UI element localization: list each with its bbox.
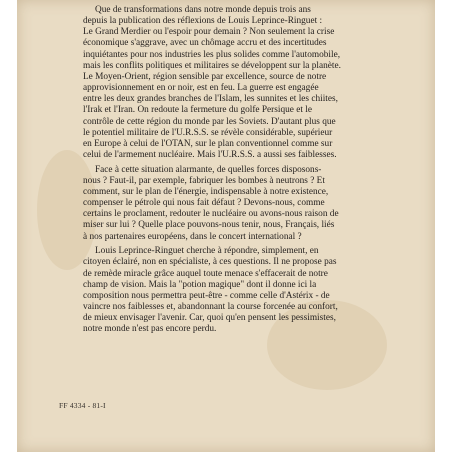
text-line: en Europe à celui de l'OTAN, sur le plan conventionnel comme sur [83, 138, 333, 149]
text-line: Que de transformations dans notre monde depuis trois ans [95, 5, 311, 15]
text-line: miser sur lui ? Quelle place pouvons-nous tenir, nous, Français, liés [83, 220, 335, 231]
text-line: citoyen éclairé, non en spécialiste, à ces questions. Il ne propose pas [83, 257, 337, 268]
catalog-number: FF 4334 - 81-I [59, 401, 106, 410]
text-line: le potentiel militaire de l'U.R.S.S. se révèle considérable, supérieur [83, 127, 333, 138]
text-line: à nos partenaires européens, dans le concert international ? [83, 231, 302, 242]
text-line: depuis la publication des réflexions de Louis Leprince-Ringuet : [83, 16, 323, 27]
text-line: approvisionnement en or noir, est en feu. La guerre est engagée [83, 83, 319, 94]
text-line: contrôle de cette région du monde par les Soviets. D'autant plus que [83, 116, 336, 127]
text-line: notre monde n'est pas encore perdu. [83, 324, 217, 335]
text-line: de mieux envisager l'avenir. Car, quoi qu'en pensent les pessimistes, [83, 313, 336, 324]
text-line: Face à cette situation alarmante, de quelles forces disposons- [95, 164, 322, 175]
text-line: celui de l'armement nucléaire. Mais l'U.R.S.S. a aussi ses faiblesses. [83, 150, 337, 161]
text-line: compenser le pétrole qui nous fait défaut ? Devons-nous, comme [83, 198, 325, 209]
paragraph-2 [83, 165, 395, 243]
blurb-text [83, 5, 395, 339]
paragraph-1 [83, 5, 395, 161]
text-line: vaincre nos faiblesses et, abandonnant la course forcenée au confort, [83, 302, 338, 313]
text-line: nous ? Faut-il, par exemple, fabriquer les bombes à neutrons ? Et [83, 175, 325, 186]
text-line: inquiétantes pour nos industries les plus solides comme l'automobile, [83, 49, 341, 60]
text-line: économique s'aggrave, avec un chômage accru et des incertitudes [83, 38, 327, 49]
text-line: de remède miracle grâce auquel toute menace s'effacerait de notre [83, 268, 328, 279]
text-line: composition nous permettra peut-être - comme celle d'Astérix - de [83, 290, 330, 301]
text-line: mais les conflits politiques et militaires se développent sur la planète. [83, 60, 341, 71]
paragraph-3 [83, 246, 395, 335]
text-line: Le Grand Merdier ou l'espoir pour demain ? Non seulement la crise [83, 27, 335, 38]
text-line: Louis Leprince-Ringuet cherche à répondre, simplement, en [95, 246, 319, 257]
text-line: Le Moyen-Orient, région sensible par excellence, source de notre [83, 71, 327, 82]
text-line: entre les deux grandes branches de l'Islam, les sunnites et les chiites, [83, 94, 338, 105]
book-back-cover [17, 0, 435, 452]
text-line: l'Irak et l'Iran. On redoute la fermeture du golfe Persique et le [83, 105, 312, 116]
text-line: comment, sur le plan de l'énergie, indispensable à notre existence, [83, 187, 329, 197]
text-line: champ de vision. Mais la "potion magique" dont il donne ici la [83, 279, 317, 290]
text-line: certains le proclament, redouter le nucléaire ou avons-nous raison de [83, 209, 339, 220]
